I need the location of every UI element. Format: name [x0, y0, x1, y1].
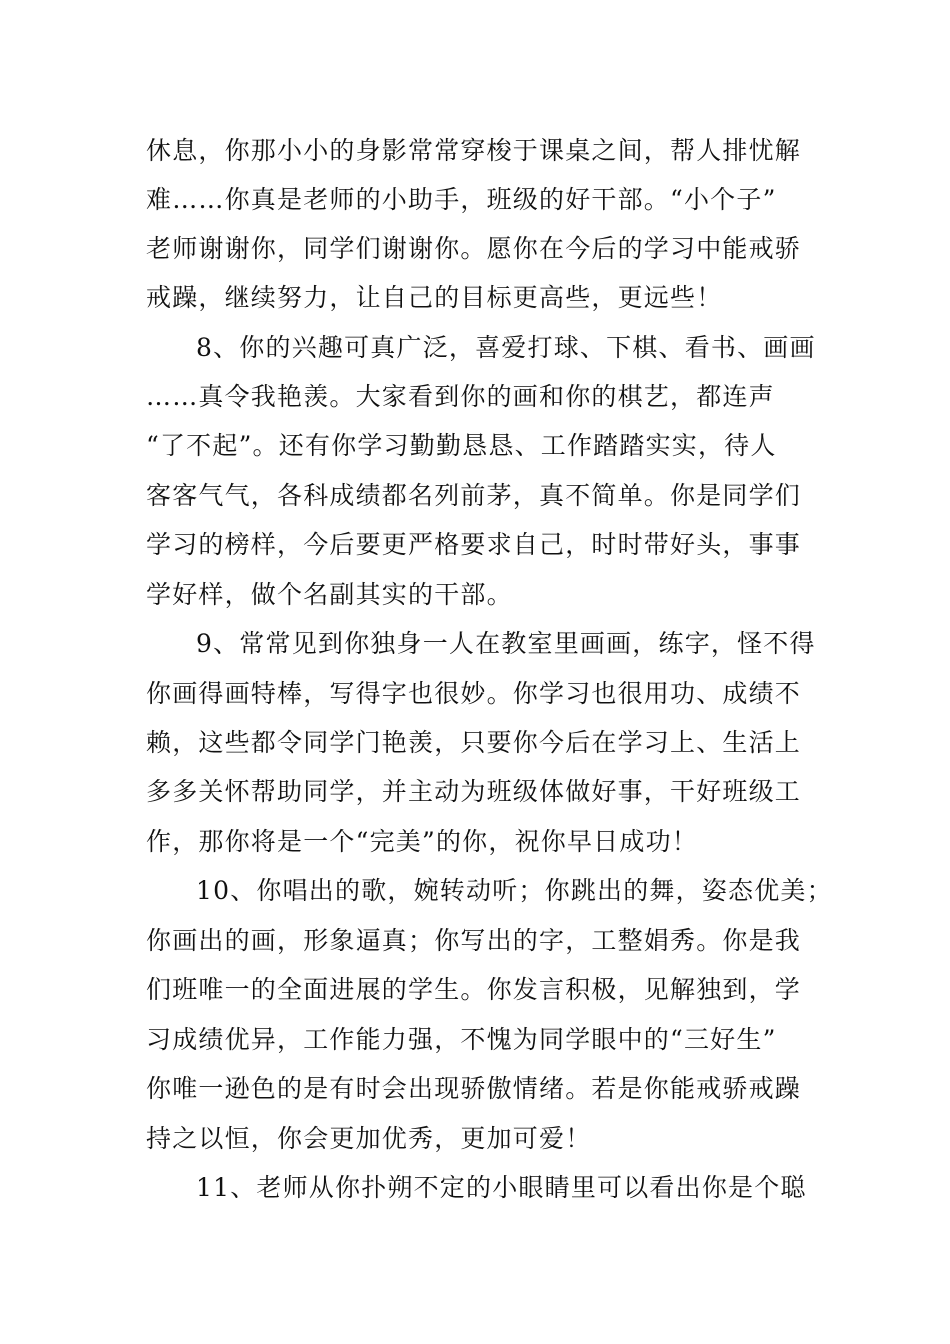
text-line: 客客气气，各科成绩都名列前茅，真不简单。你是同学们	[146, 481, 802, 510]
text-line: 你唯一逊色的是有时会出现骄傲情绪。若是你能戒骄戒躁	[146, 1074, 802, 1103]
paragraph-start-line: 11、老师从你扑朔不定的小眼睛里可以看出你是个聪	[196, 1173, 807, 1202]
text-line: 赖，这些都令同学门艳羡，只要你今后在学习上、生活上	[146, 728, 802, 757]
text-line: 你画得画特棒，写得字也很妙。你学习也很用功、成绩不	[146, 679, 802, 708]
text-line: 学好样，做个名副其实的干部。	[146, 580, 513, 609]
text-line: 习成绩优异，工作能力强，不愧为同学眼中的“三好生”	[146, 1025, 777, 1054]
text-line: “了不起”。还有你学习勤勤恳恳、工作踏踏实实，待人	[146, 431, 777, 460]
text-line: 们班唯一的全面进展的学生。你发言积极，见解独到，学	[146, 975, 802, 1004]
text-line: 老师谢谢你，同学们谢谢你。愿你在今后的学习中能戒骄	[146, 234, 802, 263]
text-line: 戒躁，继续努力，让自己的目标更高些，更远些！	[146, 283, 723, 312]
text-line: 持之以恒，你会更加优秀，更加可爱！	[146, 1124, 592, 1153]
paragraph-start-line: 9、常常见到你独身一人在教室里画画，练字，怪不得	[196, 629, 816, 658]
text-line: 难……你真是老师的小助手，班级的好干部。“小个子”	[146, 185, 777, 214]
text-line: 作，那你将是一个“完美”的你，祝你早日成功！	[146, 827, 698, 856]
paragraph-start-line: 8、你的兴趣可真广泛，喜爱打球、下棋、看书、画画	[196, 333, 816, 362]
text-line: 多多关怀帮助同学，并主动为班级体做好事，干好班级工	[146, 777, 802, 806]
text-line: 你画出的画，形象逼真；你写出的字，工整娟秀。你是我	[146, 926, 802, 955]
text-line: 休息，你那小小的身影常常穿梭于课桌之间，帮人排忧解	[146, 136, 802, 165]
paragraph-start-line: 10、你唱出的歌，婉转动听；你跳出的舞，姿态优美；	[196, 876, 833, 905]
text-line: 学习的榜样，今后要更严格要求自己，时时带好头，事事	[146, 530, 802, 559]
text-line: ……真令我艳羡。大家看到你的画和你的棋艺，都连声	[146, 382, 775, 411]
